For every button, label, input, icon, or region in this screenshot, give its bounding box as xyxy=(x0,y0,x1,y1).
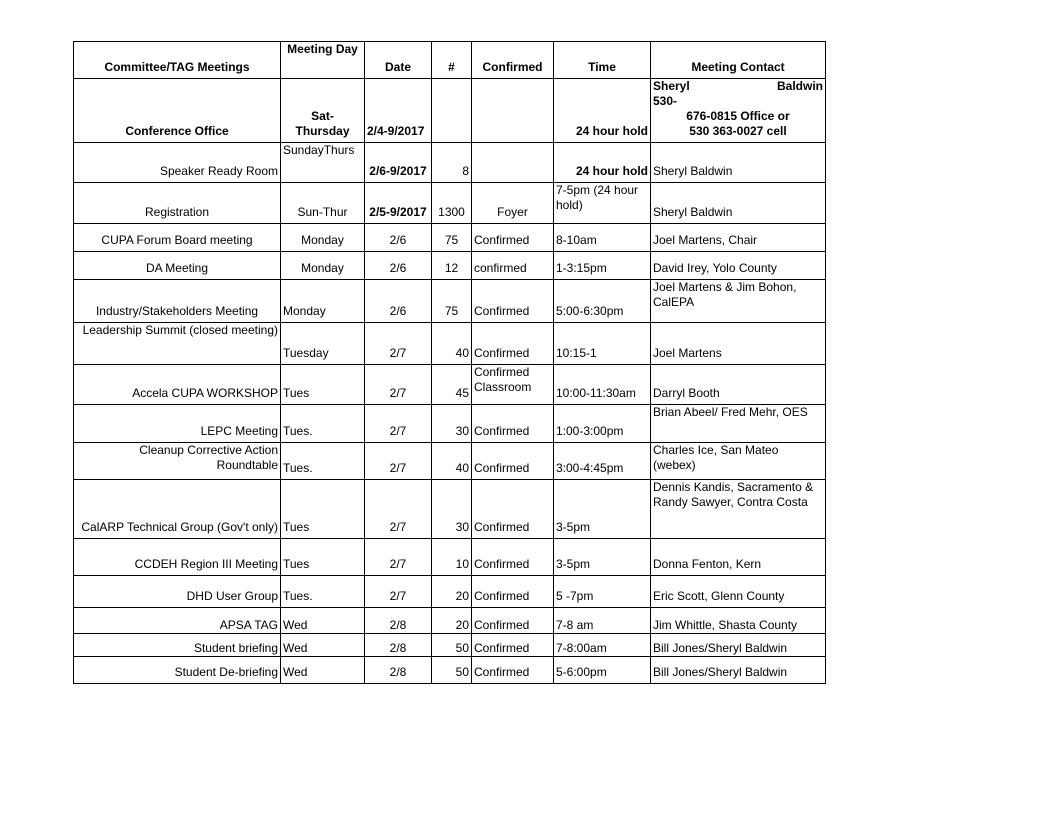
meeting-day: Wed xyxy=(281,657,365,684)
attendee-count: 50 xyxy=(432,634,472,657)
table-row xyxy=(74,143,826,183)
attendee-count: 50 xyxy=(432,657,472,684)
attendee-count: 20 xyxy=(432,608,472,634)
meeting-contact: Charles Ice, San Mateo (webex) xyxy=(651,443,826,480)
meeting-name: CUPA Forum Board meeting xyxy=(74,224,281,252)
attendee-count: 40 xyxy=(432,443,472,480)
meeting-name: CalARP Technical Group (Gov't only) xyxy=(74,480,281,539)
meeting-contact: Brian Abeel/ Fred Mehr, OES xyxy=(651,405,826,443)
conference-office-row xyxy=(74,79,826,143)
conference-contact-line3: 676-0815 Office or xyxy=(686,109,790,123)
meeting-date: 2/8 xyxy=(365,657,432,684)
meeting-name: Registration xyxy=(74,183,281,224)
meeting-contact: David Irey, Yolo County xyxy=(651,252,826,280)
attendee-count: 10 xyxy=(432,539,472,576)
confirmation-status: Confirmed xyxy=(472,576,554,608)
confirmation-status: Confirmed xyxy=(472,224,554,252)
table-row xyxy=(74,634,826,657)
meeting-name: Student De-briefing xyxy=(74,657,281,684)
meeting-day: Tues xyxy=(281,365,365,405)
meetings-table xyxy=(73,41,826,684)
attendee-count: 30 xyxy=(432,480,472,539)
meeting-time: 10:00-11:30am xyxy=(554,365,651,405)
meeting-name: APSA TAG xyxy=(74,608,281,634)
meeting-day: Wed xyxy=(281,608,365,634)
meeting-day: SundayThurs xyxy=(281,143,365,183)
meeting-date: 2/7 xyxy=(365,480,432,539)
attendee-count: 1300 xyxy=(432,183,472,224)
conference-day-line1: Sat- xyxy=(311,109,334,123)
meeting-date: 2/7 xyxy=(365,323,432,365)
meeting-time: 3:00-4:45pm xyxy=(554,443,651,480)
table-row xyxy=(74,405,826,443)
conference-count xyxy=(432,79,472,143)
confirmation-status xyxy=(472,143,554,183)
table-row xyxy=(74,323,826,365)
meeting-time: 7-8 am xyxy=(554,608,651,634)
header-row xyxy=(74,42,826,79)
conference-date: 2/4-9/2017 xyxy=(365,79,432,143)
meeting-contact: Joel Martens & Jim Bohon, CalEPA xyxy=(651,280,826,323)
meeting-name: Speaker Ready Room xyxy=(74,143,281,183)
meeting-day: Tues xyxy=(281,539,365,576)
attendee-count: 45 xyxy=(432,365,472,405)
conference-contact-first: Sheryl xyxy=(653,79,690,93)
conference-time: 24 hour hold xyxy=(554,79,651,143)
table-row xyxy=(74,443,826,480)
conference-contact xyxy=(651,79,826,143)
conference-day xyxy=(281,79,365,143)
table-row xyxy=(74,183,826,224)
meeting-day: Tues. xyxy=(281,576,365,608)
table-row xyxy=(74,224,826,252)
header-count: # xyxy=(432,42,472,79)
meeting-time: 3-5pm xyxy=(554,480,651,539)
confirmation-status: Confirmed xyxy=(472,657,554,684)
conference-contact-line4: 530 363-0027 cell xyxy=(689,124,787,138)
meeting-name: Accela CUPA WORKSHOP xyxy=(74,365,281,405)
header-time: Time xyxy=(554,42,651,79)
meeting-name: LEPC Meeting xyxy=(74,405,281,443)
meeting-name: Cleanup Corrective Action Roundtable xyxy=(74,443,281,480)
attendee-count: 20 xyxy=(432,576,472,608)
meeting-day: Tuesday xyxy=(281,323,365,365)
attendee-count: 40 xyxy=(432,323,472,365)
meeting-date: 2/7 xyxy=(365,539,432,576)
confirmation-status: Confirmed xyxy=(472,405,554,443)
meeting-name: Industry/Stakeholders Meeting xyxy=(74,280,281,323)
attendee-count: 75 xyxy=(432,280,472,323)
header-contact: Meeting Contact xyxy=(651,42,826,79)
meeting-contact: Bill Jones/Sheryl Baldwin xyxy=(651,657,826,684)
meeting-day: Monday xyxy=(281,280,365,323)
confirmation-status: Confirmed xyxy=(472,443,554,480)
meeting-contact: Jim Whittle, Shasta County xyxy=(651,608,826,634)
meeting-name: CCDEH Region III Meeting xyxy=(74,539,281,576)
meeting-date: 2/7 xyxy=(365,405,432,443)
attendee-count: 30 xyxy=(432,405,472,443)
meeting-date: 2/6 xyxy=(365,280,432,323)
table-row xyxy=(74,608,826,634)
meeting-time: 8-10am xyxy=(554,224,651,252)
conference-contact-line1 xyxy=(653,79,823,94)
meeting-name: Student briefing xyxy=(74,634,281,657)
meeting-date: 2/8 xyxy=(365,634,432,657)
meeting-date: 2/6-9/2017 xyxy=(365,143,432,183)
table-row xyxy=(74,480,826,539)
confirmation-status: Confirmed xyxy=(472,480,554,539)
meeting-day: Sun-Thur xyxy=(281,183,365,224)
meeting-date: 2/8 xyxy=(365,608,432,634)
header-date: Date xyxy=(365,42,432,79)
conference-name: Conference Office xyxy=(74,79,281,143)
conference-day-line2: Thursday xyxy=(295,124,350,138)
header-confirmed: Confirmed xyxy=(472,42,554,79)
meeting-day: Wed xyxy=(281,634,365,657)
meeting-day: Monday xyxy=(281,252,365,280)
meeting-date: 2/6 xyxy=(365,224,432,252)
meeting-contact: Donna Fenton, Kern xyxy=(651,539,826,576)
meeting-time: 7-5pm (24 hour hold) xyxy=(554,183,651,224)
confirmation-status: Confirmed xyxy=(472,280,554,323)
conference-contact-line2: 530- xyxy=(653,94,678,108)
confirmation-status: Foyer xyxy=(472,183,554,224)
table-row xyxy=(74,539,826,576)
attendee-count: 12 xyxy=(432,252,472,280)
confirmation-status: Confirmed xyxy=(472,634,554,657)
meeting-time: 10:15-1 xyxy=(554,323,651,365)
meeting-date: 2/7 xyxy=(365,576,432,608)
meeting-name: Leadership Summit (closed meeting) xyxy=(74,323,281,365)
meeting-contact: Darryl Booth xyxy=(651,365,826,405)
conference-contact-last: Baldwin xyxy=(776,79,823,93)
meeting-time: 5:00-6:30pm xyxy=(554,280,651,323)
meeting-contact: Eric Scott, Glenn County xyxy=(651,576,826,608)
meeting-contact: Joel Martens xyxy=(651,323,826,365)
attendee-count: 75 xyxy=(432,224,472,252)
meeting-contact: Dennis Kandis, Sacramento & Randy Sawyer, Contra Costa xyxy=(651,480,826,539)
attendee-count: 8 xyxy=(432,143,472,183)
meeting-time: 24 hour hold xyxy=(554,143,651,183)
meeting-time: 7-8:00am xyxy=(554,634,651,657)
meeting-date: 2/7 xyxy=(365,365,432,405)
confirmation-status: confirmed xyxy=(472,252,554,280)
confirmation-status: Confirmed Classroom xyxy=(472,365,554,405)
header-meeting-day: Meeting Day xyxy=(281,42,365,79)
meeting-contact: Sheryl Baldwin xyxy=(651,143,826,183)
meeting-contact: Joel Martens, Chair xyxy=(651,224,826,252)
meeting-time: 1-3:15pm xyxy=(554,252,651,280)
table-row xyxy=(74,365,826,405)
meeting-time: 5 -7pm xyxy=(554,576,651,608)
meeting-time: 1:00-3:00pm xyxy=(554,405,651,443)
meeting-name: DHD User Group xyxy=(74,576,281,608)
meeting-day: Tues xyxy=(281,480,365,539)
meeting-day: Tues. xyxy=(281,405,365,443)
meeting-date: 2/7 xyxy=(365,443,432,480)
header-committee: Committee/TAG Meetings xyxy=(74,42,281,79)
confirmation-status: Confirmed xyxy=(472,323,554,365)
meeting-day: Tues. xyxy=(281,443,365,480)
conference-confirmed xyxy=(472,79,554,143)
meeting-time: 3-5pm xyxy=(554,539,651,576)
meeting-contact: Bill Jones/Sheryl Baldwin xyxy=(651,634,826,657)
meeting-time: 5-6:00pm xyxy=(554,657,651,684)
meeting-name: DA Meeting xyxy=(74,252,281,280)
confirmation-status: Confirmed xyxy=(472,539,554,576)
meeting-date: 2/5-9/2017 xyxy=(365,183,432,224)
table-row xyxy=(74,657,826,684)
meeting-day: Monday xyxy=(281,224,365,252)
meeting-date: 2/6 xyxy=(365,252,432,280)
table-row xyxy=(74,252,826,280)
meeting-contact: Sheryl Baldwin xyxy=(651,183,826,224)
confirmation-status: Confirmed xyxy=(472,608,554,634)
table-row xyxy=(74,576,826,608)
table-row xyxy=(74,280,826,323)
